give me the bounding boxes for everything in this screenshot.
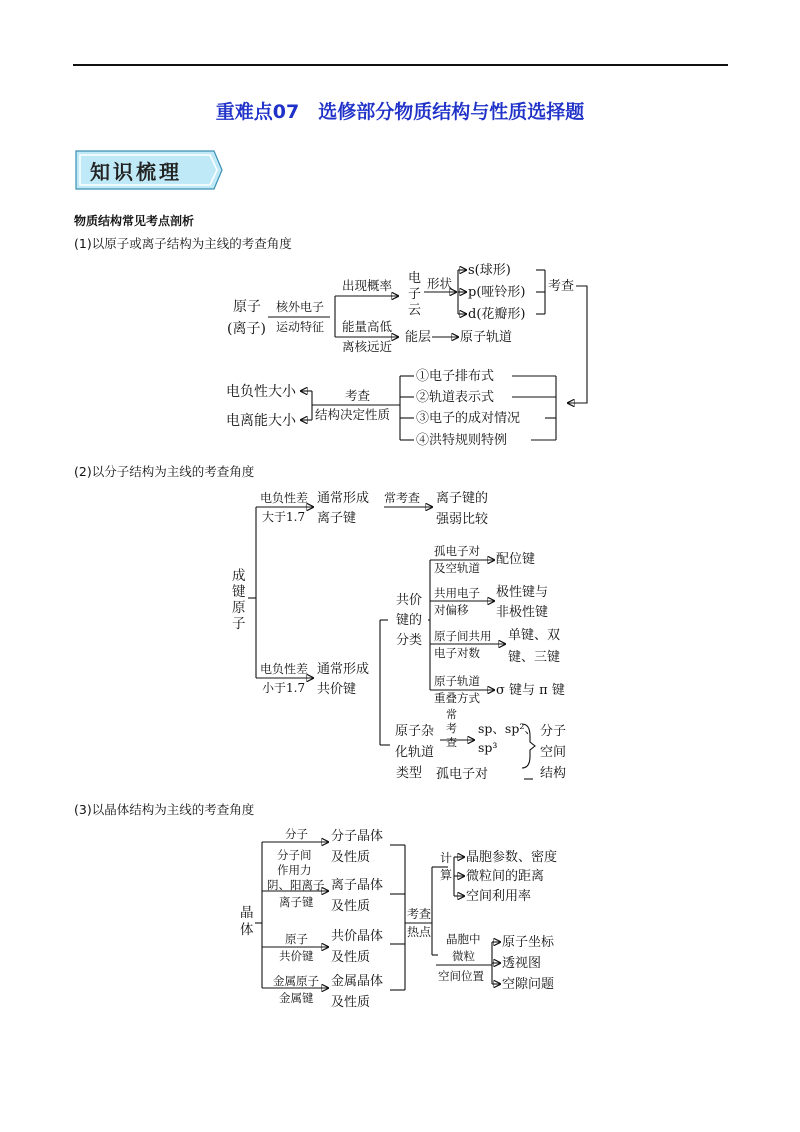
d3-pos3: 空间位置 — [438, 969, 484, 983]
d1-item3: ③电子的成对情况 — [416, 411, 521, 426]
d3-space: 空间利用率 — [466, 889, 532, 904]
d2-gt: 大于1.7 — [262, 510, 306, 524]
d1-motion-bottom: 运动特征 — [276, 320, 325, 334]
diagram-crystal — [240, 827, 557, 1010]
d2-single: 单键、双 — [508, 628, 561, 643]
d2-sp: sp、sp²、 — [478, 721, 537, 736]
d3-ionbond: 离子键 — [279, 895, 314, 909]
d2-triple: 键、三键 — [508, 650, 561, 665]
subtitle-atomic: (1)以原子或离子结构为主线的考查角度 — [74, 236, 292, 251]
d2-en-big: 电负性差 — [260, 491, 309, 505]
d1-prob: 出现概率 — [342, 278, 393, 293]
d3-mol: 分子 — [285, 827, 308, 841]
d2-lonepair: 孤电子对 — [436, 767, 489, 782]
d1-exam: 考查 — [548, 279, 575, 294]
d2-lt: 小于1.7 — [262, 681, 306, 695]
d2-c4: 子 — [232, 616, 246, 632]
d2-c1: 成 — [232, 568, 246, 584]
d3-calc2: 算 — [440, 868, 453, 882]
d3-ions: 阴、阳离子 — [267, 878, 325, 892]
d3-prop2: 及性质 — [331, 899, 371, 914]
d1-struct: 结构决定性质 — [315, 407, 391, 422]
d1-ie: 电离能大小 — [226, 413, 296, 429]
d3-view: 透视图 — [502, 956, 542, 971]
d1-layer: 能层 — [405, 330, 432, 345]
d2-c3: 原 — [232, 600, 246, 616]
d2-hyb1: 原子杂 — [395, 724, 435, 739]
d2-cls3: 分类 — [396, 633, 423, 648]
d2-ck1: 常 — [446, 708, 457, 721]
d1-cloud2: 子 — [408, 287, 422, 302]
d2-cls2: 键的 — [396, 613, 423, 628]
d2-lone1: 孤电子对 — [434, 544, 480, 558]
d1-ion: (离子) — [227, 321, 266, 337]
d2-pairs2: 电子对数 — [434, 646, 480, 660]
d3-gap: 空隙问题 — [502, 977, 555, 992]
d2-shared1: 共用电子 — [434, 586, 480, 600]
d2-en-small: 电负性差 — [260, 662, 309, 676]
d1-d: d(花瓣形) — [468, 307, 526, 322]
d3-hot2: 热点 — [407, 925, 432, 939]
d2-polar: 极性键与 — [496, 585, 549, 600]
d1-motion-top: 核外电子 — [276, 300, 325, 314]
badge-label: 知识梳理 — [90, 160, 182, 184]
d2-hyb2: 化轨道 — [395, 745, 435, 760]
d2-geo2: 空间 — [540, 745, 567, 760]
d3-ioncry: 离子晶体 — [331, 878, 384, 893]
d2-sigma: σ 键与 π 键 — [496, 683, 565, 698]
d2-cls1: 共价 — [396, 593, 423, 608]
d2-often: 常考查 — [384, 491, 421, 505]
d1-orbital: 原子轨道 — [460, 330, 513, 345]
d3-atom: 原子 — [285, 932, 308, 946]
d3-prop4: 及性质 — [331, 995, 371, 1010]
d2-hyb3: 类型 — [396, 766, 423, 781]
d1-s: s(球形) — [468, 263, 511, 278]
d1-item1: ①电子排布式 — [416, 369, 495, 384]
subtitle-crystal: (3)以晶体结构为主线的考查角度 — [74, 802, 255, 817]
d3-prop1: 及性质 — [331, 850, 371, 865]
page-title: 重难点07 选修部分物质结构与性质选择题 — [215, 101, 585, 123]
d2-usually1: 通常形成 — [317, 491, 370, 506]
d2-geo3: 结构 — [540, 766, 567, 781]
d1-energy1: 能量高低 — [342, 319, 393, 334]
d3-hot1: 考查 — [407, 907, 432, 921]
section-heading: 物质结构常见考点剖析 — [74, 214, 195, 228]
d3-prop3: 及性质 — [331, 950, 371, 965]
d3-covb: 共价键 — [279, 949, 314, 963]
d3-metal-bond: 金属键 — [279, 991, 314, 1005]
d3-coord: 原子坐标 — [502, 935, 555, 950]
d1-exam2: 考查 — [345, 388, 371, 403]
d3-cry2: 体 — [240, 922, 254, 938]
d1-item2: ②轨道表示式 — [416, 390, 495, 405]
d2-sp3: sp³ — [478, 740, 498, 755]
d3-param: 晶胞参数、密度 — [466, 850, 558, 865]
d2-covalent: 共价键 — [317, 682, 357, 697]
d2-overlap2: 重叠方式 — [434, 691, 480, 705]
d3-molcry: 分子晶体 — [331, 829, 384, 844]
d2-nonpolar: 非极性键 — [496, 605, 549, 620]
d3-cry1: 晶 — [240, 905, 254, 921]
d1-shape: 形状 — [427, 276, 453, 291]
d2-usually2: 通常形成 — [317, 662, 370, 677]
d1-p: p(哑铃形) — [468, 285, 526, 300]
d3-pos1: 晶胞中 — [446, 932, 481, 946]
subtitle-molecular: (2)以分子结构为主线的考查角度 — [74, 464, 255, 479]
d3-metcry: 金属晶体 — [331, 974, 384, 989]
d1-energy2: 离核远近 — [342, 339, 393, 354]
d2-cmp1: 离子键的 — [436, 491, 489, 506]
d1-en: 电负性大小 — [226, 384, 296, 400]
d3-covcry: 共价晶体 — [331, 929, 384, 944]
d3-calc1: 计 — [440, 851, 453, 865]
d3-inter1: 分子间 — [277, 848, 312, 862]
d1-cloud1: 电 — [408, 271, 422, 286]
d2-c2: 键 — [232, 584, 246, 600]
diagram-atomic — [226, 262, 587, 448]
d2-geo1: 分子 — [540, 724, 567, 739]
d1-item4: ④洪特规则特例 — [416, 433, 508, 448]
d3-dist: 微粒间的距离 — [466, 869, 545, 884]
d3-inter2: 作用力 — [277, 863, 312, 877]
d2-pairs1: 原子间共用 — [434, 629, 492, 643]
d2-lone2: 及空轨道 — [434, 561, 480, 575]
d3-pos2: 微粒 — [452, 949, 475, 963]
d3-metal-atom: 金属原子 — [273, 974, 319, 988]
d2-cmp2: 强弱比较 — [436, 512, 489, 527]
d1-cloud3: 云 — [408, 303, 422, 318]
d2-overlap1: 原子轨道 — [434, 674, 480, 688]
d2-ck2: 考 — [446, 722, 457, 735]
d1-atom: 原子 — [233, 299, 261, 315]
d2-coord: 配位键 — [496, 552, 536, 567]
diagram-molecular — [232, 490, 566, 782]
d2-ck3: 查 — [446, 736, 457, 749]
d2-ionic: 离子键 — [317, 511, 357, 526]
d2-shared2: 对偏移 — [434, 603, 469, 617]
